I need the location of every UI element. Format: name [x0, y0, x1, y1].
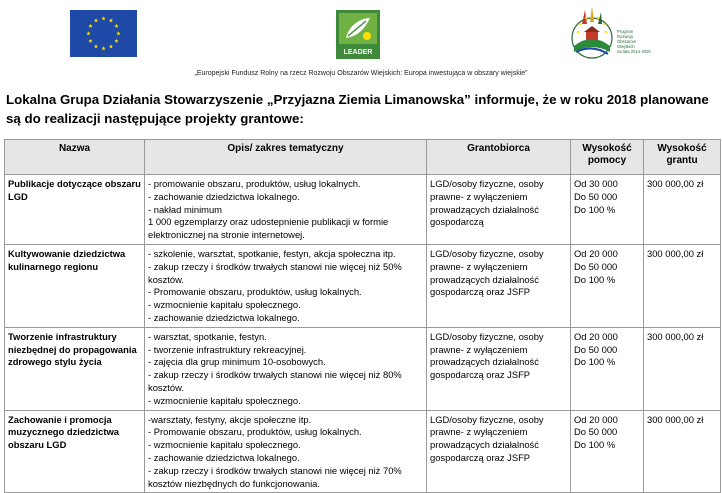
project-description-line: -warsztaty, festyny, akcje społeczne itp.	[148, 413, 312, 425]
project-description-line: - zakup rzeczy i środków trwałych stanowi nie więcej niż 50%	[148, 260, 402, 272]
project-description-line: - zachowanie dziedzictwa lokalnego.	[148, 190, 300, 202]
grant-projects-table	[4, 139, 721, 493]
page-heading: Lokalna Grupa Działania Stowarzyszenie „Przyjazna Ziemia Limanowska” informuje, że w roku 2018 planowane są do realizacji następujące projekty grantowe:	[6, 92, 709, 126]
prow-caption-line: Rozwoju	[617, 34, 634, 39]
prow-caption-line: na lata 2014-2020	[617, 49, 651, 54]
project-beneficiary-line: LGD/osoby fizyczne, osoby	[430, 330, 544, 342]
project-aid-line: Do 100 %	[574, 439, 616, 451]
project-beneficiary-line: prowadzących działalność	[430, 273, 539, 285]
project-aid-line: Od 20 000	[574, 413, 618, 425]
project-aid-line: Do 50 000	[574, 190, 618, 202]
column-header-grant: Wysokość grantu	[644, 140, 721, 175]
project-description-line: - Promowanie obszaru, produktów, usług lokalnych.	[148, 426, 362, 438]
project-aid-line: Od 20 000	[574, 330, 618, 342]
project-description-line: kosztów.	[148, 273, 184, 285]
project-description-line: - warsztat, spotkanie, festyn.	[148, 330, 267, 342]
project-aid	[571, 410, 644, 493]
project-beneficiary	[427, 175, 571, 245]
project-grant: 300 000,00 zł	[644, 244, 721, 327]
prow-caption-line: Obszarów	[617, 39, 636, 44]
project-aid-line: Do 50 000	[574, 426, 618, 438]
project-beneficiary	[427, 327, 571, 410]
project-beneficiary	[427, 244, 571, 327]
project-aid-line: Od 30 000	[574, 178, 618, 189]
project-beneficiary-line: prawne- z wyłączeniem	[430, 426, 528, 438]
project-beneficiary-line: prawne- z wyłączeniem	[430, 343, 528, 355]
project-beneficiary-line: LGD/osoby fizyczne, osoby	[430, 178, 544, 189]
column-header-beneficiary: Grantobiorca	[427, 140, 571, 175]
project-aid-line: Od 20 000	[574, 247, 618, 259]
column-header-description: Opis/ zakres tematyczny	[145, 140, 427, 175]
project-description-line: - nakład minimum	[148, 203, 222, 215]
project-beneficiary-line: LGD/osoby fizyczne, osoby	[430, 413, 544, 425]
project-description-line: kosztów.	[148, 381, 184, 393]
project-name: Publikacje dotyczące obszaru LGD	[5, 175, 145, 245]
project-aid-line: Do 100 %	[574, 273, 616, 285]
project-name: Tworzenie infrastruktury niezbędnej do propagowania zdrowego stylu życia	[5, 327, 145, 410]
project-aid	[571, 175, 644, 245]
table-row	[5, 244, 721, 327]
project-description-line: - Promowanie obszaru, produktów, usług lokalnych.	[148, 286, 362, 298]
project-description-line: - zakup rzeczy i środków trwałych stanowi nie więcej niż 80%	[148, 369, 402, 381]
project-description-line: - zajęcia dla grup minimum 10-osobowych.	[148, 356, 326, 368]
table-header-row	[5, 140, 721, 175]
project-beneficiary-line: gospodarczą oraz JSFP	[430, 286, 531, 298]
project-beneficiary-line: gospodarczą	[430, 216, 484, 228]
table-row	[5, 410, 721, 493]
project-description-line: - promowanie obszaru, produktów, usług lokalnych.	[148, 178, 361, 189]
project-aid-line: Do 50 000	[574, 343, 618, 355]
table-row	[5, 327, 721, 410]
column-header-aid: Wysokość pomocy	[571, 140, 644, 175]
project-aid-line: Do 100 %	[574, 203, 616, 215]
project-grant: 300 000,00 zł	[644, 175, 721, 245]
project-description-line: - zachowanie dziedzictwa lokalnego.	[148, 311, 300, 323]
project-description-line: kosztów niezbędnych do funkcjonowania.	[148, 477, 320, 489]
leader-logo	[336, 10, 380, 59]
project-description-line: - zachowanie dziedzictwa lokalnego.	[148, 451, 300, 463]
project-description-line: - zakup rzeczy i środków trwałych stanowi nie więcej niż 70%	[148, 464, 402, 476]
eu-flag-logo	[70, 10, 137, 57]
project-beneficiary-line: gospodarczą oraz JSFP	[430, 369, 531, 381]
project-beneficiary	[427, 410, 571, 493]
project-beneficiary-line: gospodarczą oraz JSFP	[430, 451, 531, 463]
logo-bar	[0, 0, 722, 70]
project-description-line: - wzmocnienie kapitału społecznego.	[148, 299, 301, 311]
project-grant: 300 000,00 zł	[644, 410, 721, 493]
column-header-name: Nazwa	[5, 140, 145, 175]
project-beneficiary-line: prawne- z wyłączeniem	[430, 190, 528, 202]
prow-caption	[617, 29, 651, 54]
project-aid-line: Do 50 000	[574, 260, 618, 272]
project-grant: 300 000,00 zł	[644, 327, 721, 410]
project-description-line: - wzmocnienie kapitału społecznego.	[148, 394, 301, 406]
project-aid	[571, 327, 644, 410]
project-description	[145, 244, 427, 327]
project-name: Zachowanie i promocja muzycznego dziedzictwa obszaru LGD	[5, 410, 145, 493]
project-beneficiary-line: LGD/osoby fizyczne, osoby	[430, 247, 544, 259]
project-name: Kultywowanie dziedzictwa kulinarnego regionu	[5, 244, 145, 327]
project-beneficiary-line: prowadzących działalność	[430, 356, 539, 368]
project-beneficiary-line: prawne- z wyłączeniem	[430, 260, 528, 272]
project-description	[145, 410, 427, 493]
project-description-line: - tworzenie infrastruktury rekreacyjnej.	[148, 343, 307, 355]
project-description-line: 1 000 egzemplarzy oraz udostepnienie publikacji w formie	[148, 216, 389, 228]
prow-caption-line: Wiejskich	[617, 44, 635, 49]
prow-caption-line: Program	[617, 29, 634, 34]
leader-wordmark: LEADER	[343, 49, 373, 56]
project-description	[145, 327, 427, 410]
project-beneficiary-line: prowadzących działalność	[430, 203, 539, 215]
project-description-line: - wzmocnienie kapitału społecznego.	[148, 439, 301, 451]
fund-caption: „Europejski Fundusz Rolny na rzecz Rozwoju Obszarów Wiejskich: Europa inwestująca w obszary wiejskie”	[194, 70, 528, 77]
project-description	[145, 175, 427, 245]
project-aid	[571, 244, 644, 327]
project-beneficiary-line: prowadzących działalność	[430, 439, 539, 451]
project-aid-line: Do 100 %	[574, 356, 616, 368]
table-row	[5, 175, 721, 245]
project-description-line: elektronicznej na stronie internetowej.	[148, 229, 305, 241]
project-description-line: - szkolenie, warsztat, spotkanie, festyn, akcja społeczna itp.	[148, 247, 396, 259]
